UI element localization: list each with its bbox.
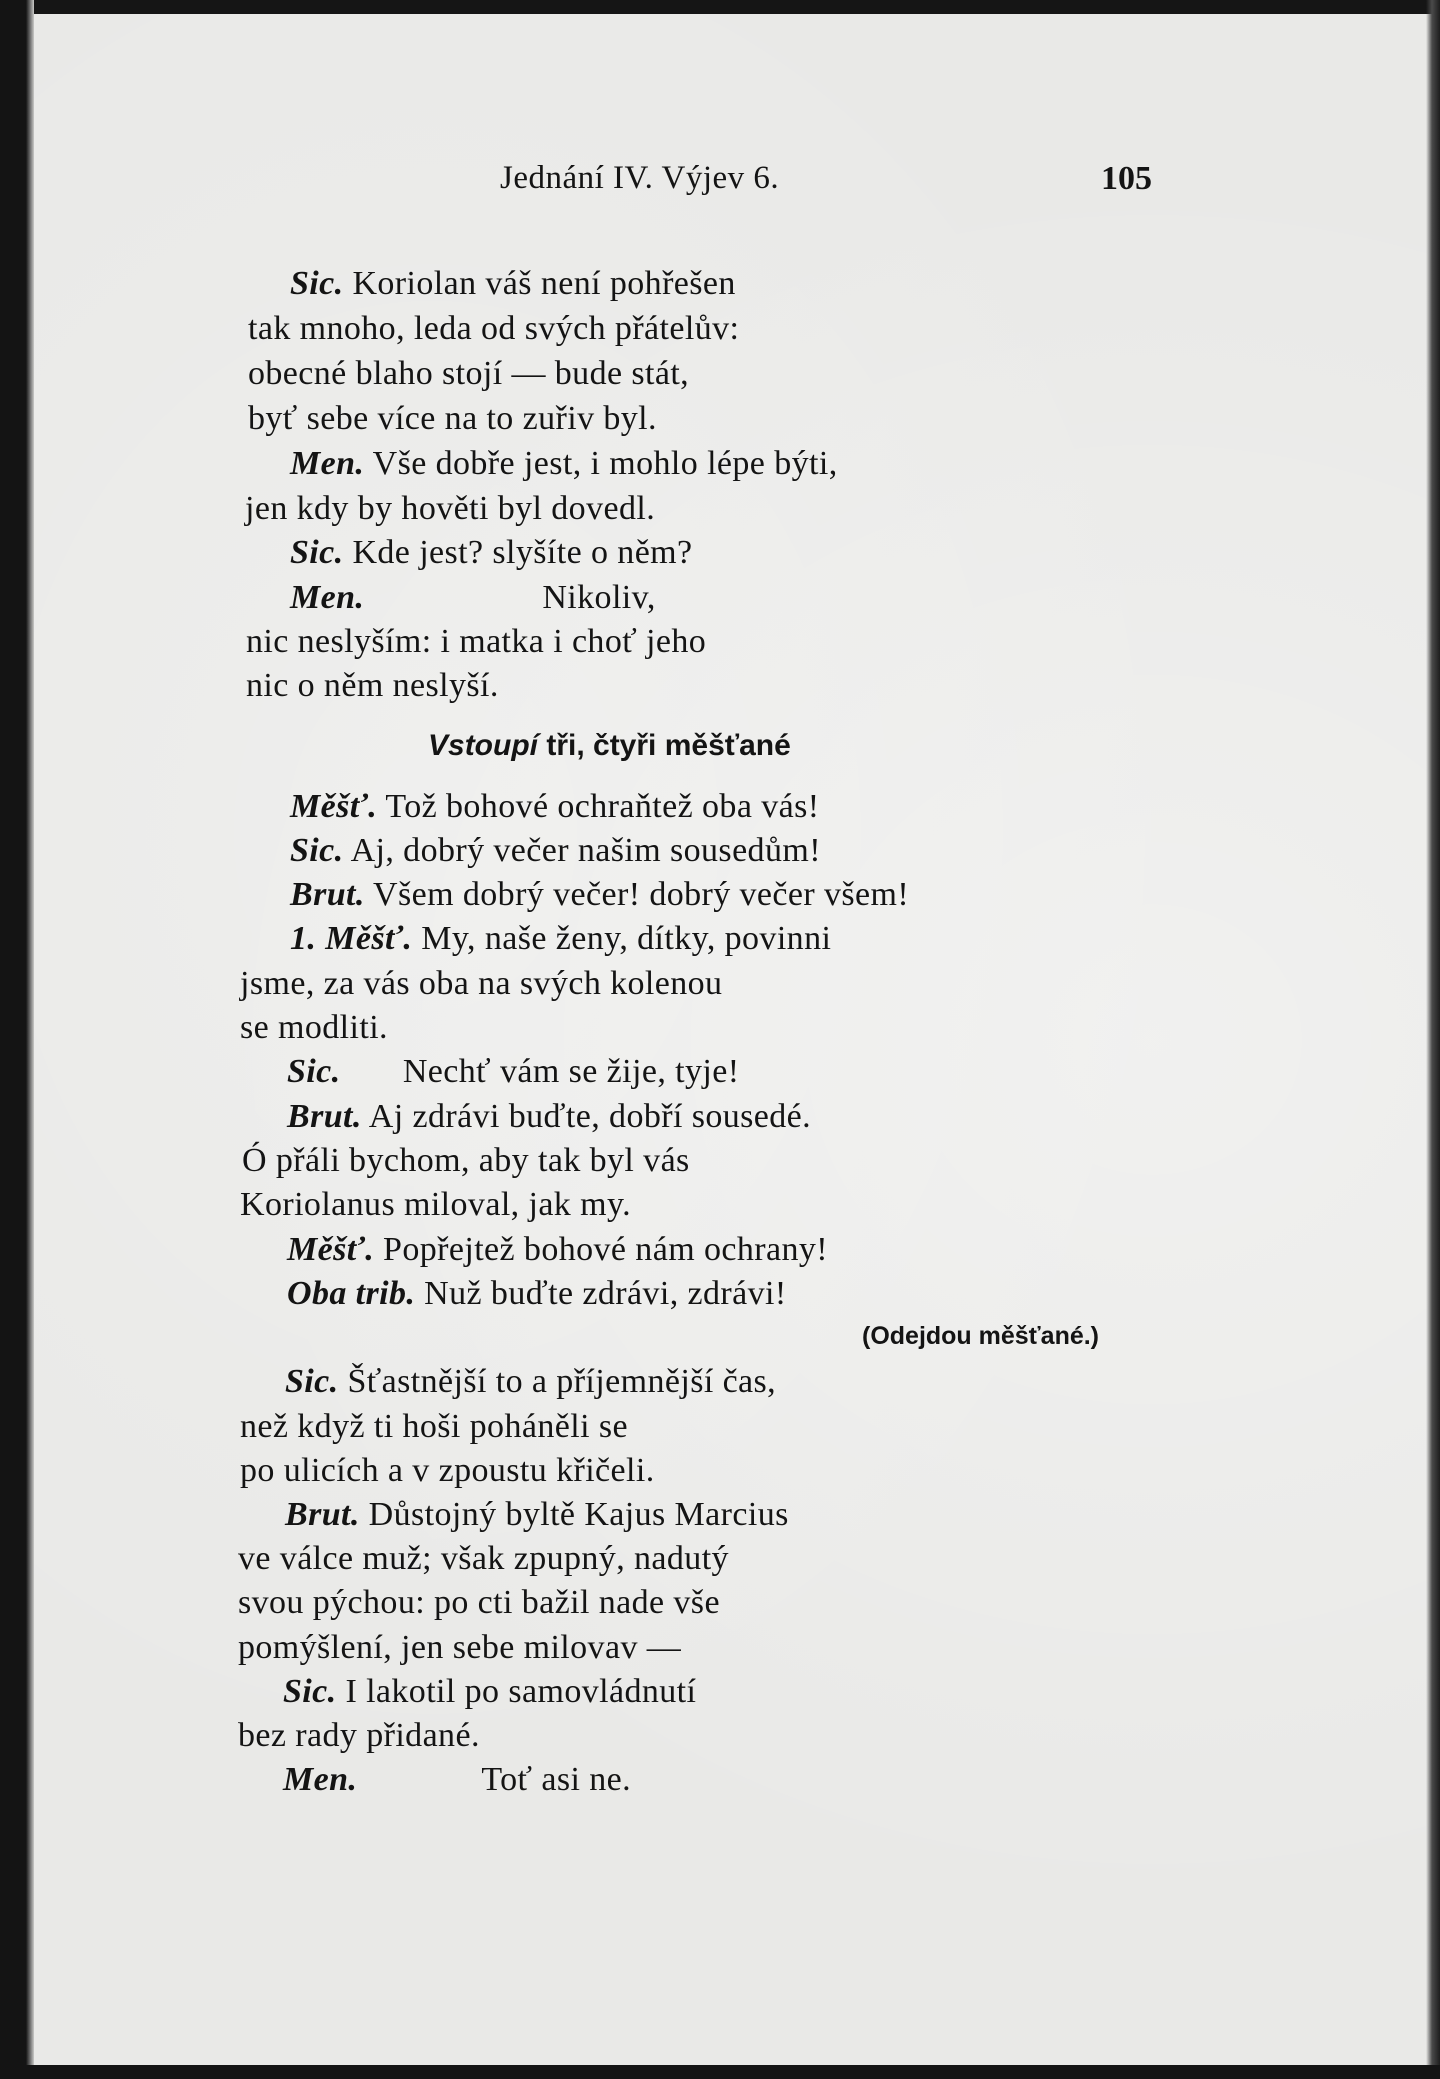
- verse-line: [240, 1449, 655, 1493]
- verse-line: [248, 352, 689, 396]
- verse-text: nic neslyším: i matka i choť jeho: [246, 623, 707, 660]
- speaker-label: Sic.: [285, 1363, 339, 1400]
- verse-line: [287, 1050, 739, 1094]
- verse-text: Nuž buďte zdrávi, zdrávi!: [415, 1275, 787, 1312]
- verse-line: [290, 262, 736, 306]
- scan-edge-right: [1426, 0, 1440, 2079]
- speaker-label: Oba trib.: [287, 1275, 416, 1312]
- verse-line: [287, 1272, 787, 1316]
- speaker-label: 1. Měšť.: [290, 920, 413, 957]
- speaker-label: Sic.: [290, 265, 344, 302]
- verse-text: Ó přáli bychom, aby tak byl vás: [242, 1142, 690, 1179]
- speaker-label: Men.: [290, 579, 365, 616]
- verse-text: nic o něm neslyší.: [246, 667, 499, 704]
- verse-line: [248, 307, 739, 351]
- verse-text: ve válce muž; však zpupný, nadutý: [238, 1540, 729, 1577]
- verse-text: tak mnoho, leda od svých přátelův:: [248, 310, 740, 347]
- verse-line: [246, 664, 499, 708]
- verse-text: Všem dobrý večer! dobrý večer všem!: [364, 876, 910, 913]
- verse-text: Koriolanus miloval, jak my.: [240, 1186, 632, 1223]
- verse-line: [290, 576, 656, 620]
- speaker-label: Měšť.: [287, 1231, 375, 1268]
- verse-line: [283, 1758, 631, 1802]
- verse-text: se modliti.: [240, 1009, 388, 1046]
- verse-line: [283, 1670, 696, 1714]
- speaker-label: Brut.: [290, 876, 365, 913]
- scan-edge-bottom: [0, 2065, 1440, 2079]
- verse-text: pomýšlení, jen sebe milovav —: [238, 1629, 682, 1666]
- speaker-label: Sic.: [290, 832, 344, 869]
- verse-text: Nikoliv,: [364, 579, 656, 616]
- verse-line: [240, 962, 722, 1006]
- verse-line: [240, 1006, 388, 1050]
- verse-line: [290, 917, 831, 961]
- verse-line: [238, 1714, 480, 1758]
- verse-text: svou pýchou: po cti bažil nade vše: [238, 1584, 720, 1621]
- verse-line: [242, 1139, 690, 1183]
- verse-text: Aj, dobrý večer našim sousedům!: [343, 832, 821, 869]
- verse-line: [290, 873, 909, 917]
- speaker-label: Men.: [290, 445, 365, 482]
- verse-line: [287, 1228, 828, 1272]
- stage-direction-enter: [428, 729, 791, 763]
- verse-line: [290, 442, 838, 486]
- verse-text: po ulicích a v zpoustu křičeli.: [240, 1452, 655, 1489]
- verse-text: než když ti hoši poháněli se: [240, 1408, 628, 1445]
- verse-line: [290, 531, 693, 575]
- verse-text: byť sebe více na to zuřiv byl.: [248, 400, 657, 437]
- verse-line: [238, 1626, 681, 1670]
- verse-text: Nechť vám se žije, tyje!: [340, 1053, 740, 1090]
- stage-direction-rest: tři, čtyři měšťané: [538, 729, 791, 762]
- verse-line: [240, 1405, 628, 1449]
- verse-text: Kde jest? slyšíte o něm?: [343, 534, 693, 571]
- verse-line: [285, 1493, 789, 1537]
- running-title: Jednání IV. Výjev 6.: [500, 160, 780, 196]
- verse-line: [290, 829, 821, 873]
- speaker-label: Měšť.: [290, 788, 378, 825]
- speaker-label: Sic.: [290, 534, 344, 571]
- verse-line: [238, 1581, 720, 1625]
- scan-edge-top: [0, 0, 1440, 14]
- verse-text: Šťastnější to a příjemnější čas,: [338, 1363, 777, 1400]
- speaker-label: Sic.: [283, 1673, 337, 1710]
- verse-text: I lakotil po samovládnutí: [336, 1673, 697, 1710]
- verse-text: Tož bohové ochraňtež oba vás!: [377, 788, 820, 825]
- verse-text: jsme, za vás oba na svých kolenou: [240, 965, 723, 1002]
- verse-line: [246, 620, 706, 664]
- scan-edge-left: [0, 0, 34, 2079]
- speaker-label: Men.: [283, 1761, 358, 1798]
- verse-text: Důstojný byltě Kajus Marcius: [359, 1496, 789, 1533]
- stage-direction-lead: Vstoupí: [428, 729, 538, 762]
- verse-text: bez rady přidané.: [238, 1717, 480, 1754]
- verse-line: [238, 1537, 729, 1581]
- verse-text: Koriolan váš není pohřešen: [343, 265, 736, 302]
- verse-line: [287, 1095, 811, 1139]
- verse-text: obecné blaho stojí — bude stát,: [248, 355, 690, 392]
- verse-line: [248, 397, 657, 441]
- speaker-label: Brut.: [285, 1496, 360, 1533]
- verse-text: My, naše ženy, dítky, povinni: [412, 920, 832, 957]
- verse-text: Aj zdrávi buďte, dobří sousedé.: [361, 1098, 812, 1135]
- verse-text: Vše dobře jest, i mohlo lépe býti,: [364, 445, 838, 482]
- speaker-label: Brut.: [287, 1098, 362, 1135]
- verse-line: [290, 785, 819, 829]
- stage-direction-exit: (Odejdou měšťané.): [862, 1322, 1100, 1350]
- page-number: 105: [1101, 160, 1152, 197]
- verse-line: [285, 1360, 776, 1404]
- verse-line: [245, 487, 655, 531]
- verse-text: jen kdy by hověti byl dovedl.: [245, 490, 656, 527]
- speaker-label: Sic.: [287, 1053, 341, 1090]
- verse-line: [240, 1183, 631, 1227]
- verse-text: Popřejtež bohové nám ochrany!: [374, 1231, 828, 1268]
- verse-text: Toť asi ne.: [357, 1761, 632, 1798]
